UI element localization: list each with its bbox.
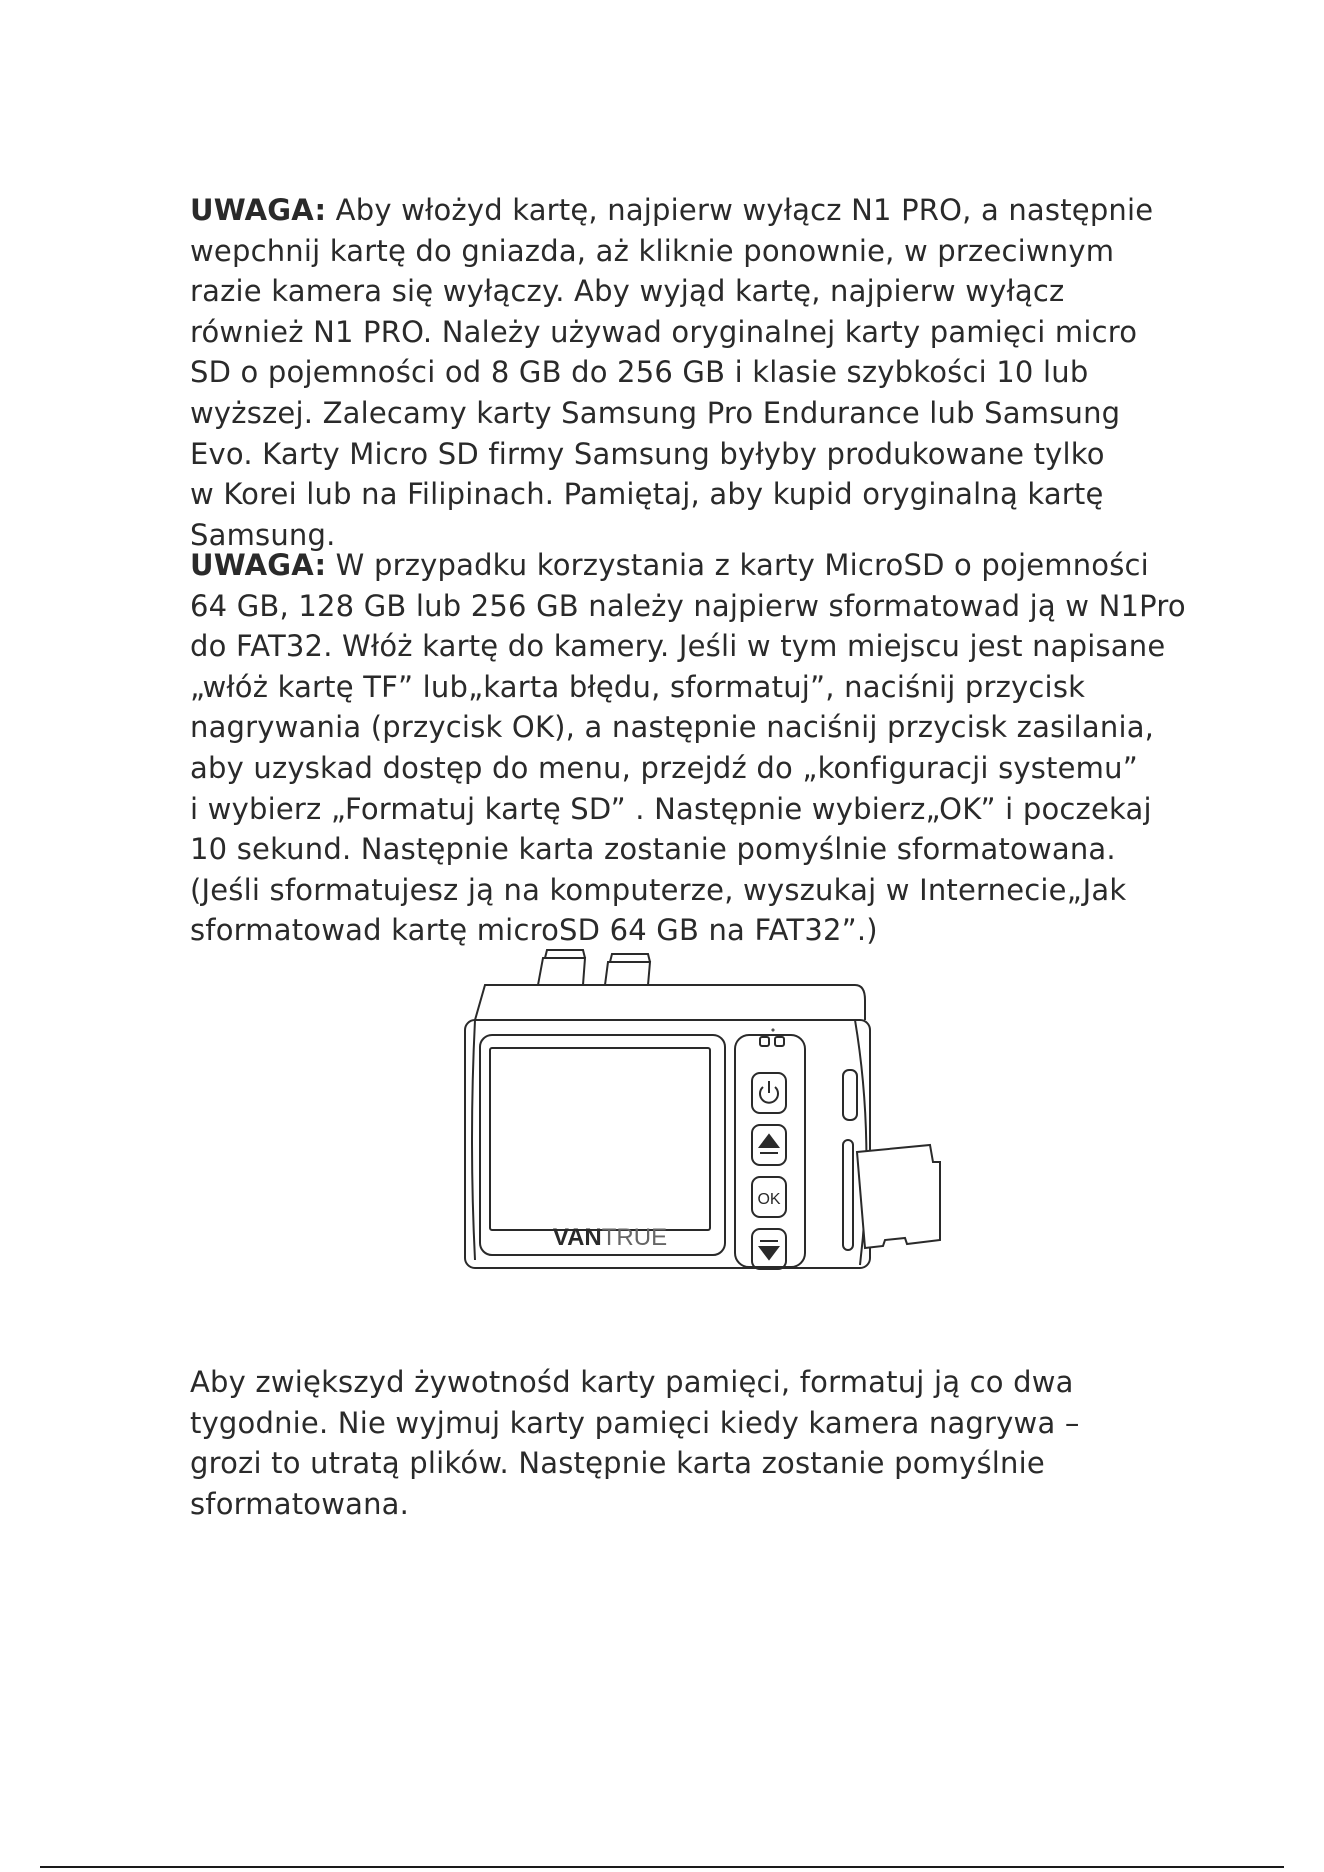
camera-body <box>465 985 870 1268</box>
sd-card-slot <box>843 1140 853 1250</box>
indicator-light <box>760 1037 769 1046</box>
warning-label: UWAGA: <box>190 193 327 227</box>
indicator-light <box>775 1037 784 1046</box>
warning-text: W przypadku korzystania z karty MicroSD o pojemności 64 GB, 128 GB lub 256 GB należy najpierw sformatowad ją w N1Pro do FAT32. Włóż kartę do kamery. Jeśli w tym miejscu jest napisane „włóż kartę TF” lub„karta błędu, sformatuj”, naciśnij przycisk nagrywania (przycisk OK), a następnie naciśnij przycisk zasilania, aby uzyskad dostęp do menu, przejdź do „konfiguracji systemu” i wybierz „Formatuj kartę SD” . Następnie wybierz„OK” i poczekaj 10 sekund. Następnie karta zostanie pomyślnie sformatowana. (Jeśli sformatujesz ją na komputerze, wyszukaj w Internecie„Jak sformatowad kartę microSD 64 GB na FAT32”.) <box>190 548 1186 948</box>
bottom-divider <box>40 1866 1284 1868</box>
svg-text:OK: OK <box>757 1191 781 1208</box>
dashcam-illustration <box>455 940 955 1280</box>
side-slot <box>843 1070 857 1120</box>
microsd-card <box>857 1145 940 1248</box>
maintenance-paragraph <box>190 1362 1190 1524</box>
up-icon[interactable] <box>752 1125 786 1165</box>
button-panel <box>735 1035 805 1267</box>
lcd-screen <box>480 1035 725 1255</box>
ok-button[interactable] <box>752 1177 786 1217</box>
down-icon[interactable] <box>752 1229 786 1269</box>
warning-paragraph-2 <box>190 545 1190 951</box>
warning-label: UWAGA: <box>190 548 327 582</box>
mount-clips <box>538 950 650 985</box>
maintenance-text: Aby zwiększyd żywotnośd karty pamięci, formatuj ją co dwa tygodnie. Nie wyjmuj karty pamięci kiedy kamera nagrywa – grozi to utratą plików. Następnie karta zostanie pomyślnie sformatowana. <box>190 1365 1080 1521</box>
warning-paragraph-1 <box>190 190 1190 555</box>
brand-logo: VANTRUE <box>552 1224 668 1251</box>
power-icon[interactable] <box>752 1073 786 1113</box>
warning-text: Aby włożyd kartę, najpierw wyłącz N1 PRO, a następnie wepchnij kartę do gniazda, aż kliknie ponownie, w przeciwnym razie kamera się wyłączy. Aby wyjąd kartę, najpierw wyłącz również N1 PRO. Należy używad oryginalnej karty pamięci micro SD o pojemności od 8 GB do 256 GB i klasie szybkości 10 lub wyższej. Zalecamy karty Samsung Pro Endurance lub Samsung Evo. Karty Micro SD firmy Samsung byłyby produkowane tylko w Korei lub na Filipinach. Pamiętaj, aby kupid oryginalną kartę Samsung. <box>190 193 1154 552</box>
